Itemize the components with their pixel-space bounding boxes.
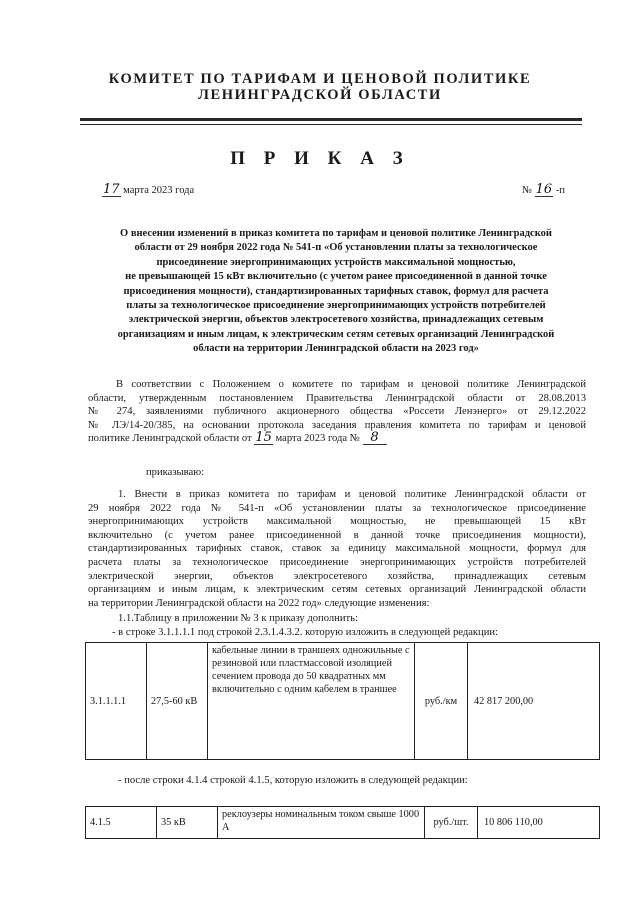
cell-unit: руб./км <box>415 643 468 760</box>
subject-line: области от 29 ноября 2022 года № 541-п «Об установлении платы за технологическое <box>134 242 538 254</box>
item1-line: энергопринимающих устройств максимальной мощностью, не превышающей 15 кВт <box>88 516 586 528</box>
cell-unit: руб./шт. <box>425 807 478 839</box>
item1-line: расчета платы за технологическое присоединение энергопринимающих устройств потребителей <box>88 556 586 568</box>
table-row-4-1-5 <box>85 806 600 839</box>
org-name-line2: ЛЕНИНГРАДСКОЙ ОБЛАСТИ <box>198 87 442 103</box>
header-rule-thick <box>80 118 582 121</box>
cell-description: реклоузеры номинальным током свыше 1000 А <box>218 807 425 839</box>
document-title: П Р И К А З <box>230 148 410 169</box>
decree-word: приказываю: <box>146 467 205 478</box>
cell-code: 4.1.5 <box>86 807 157 839</box>
subject-line: присоединения мощности), стандартизированных тарифных ставок, формул для расчета <box>123 285 549 297</box>
handwritten-day: 17 <box>103 182 120 197</box>
table-row <box>86 807 600 839</box>
item1-bullet1: - в строке 3.1.1.1.1 под строкой 2.3.1.4.3.2. которую изложить в следующей редакции: <box>112 627 499 638</box>
item1-line: 1. Внести в приказ комитета по тарифам и ценовой политике Ленинградской области от <box>118 489 586 500</box>
preamble-line: № 274, заявлениями публичного акционерного общества «Россети Ленэнерго» от 29.12.2022 <box>88 406 586 418</box>
preamble-last-text: политике Ленинградской области от <box>88 433 252 445</box>
cell-voltage: 27,5-60 кВ <box>147 643 208 760</box>
preamble-line: области, утвержденным постановлением Правительства Ленинградской области от 28.08.2013 <box>88 392 586 404</box>
preamble-line: № ЛЭ/14-20/385, на основании протокола заседания правления комитета по тарифам и ценовой <box>88 419 586 431</box>
org-name-line1: КОМИТЕТ ПО ТАРИФАМ И ЦЕНОВОЙ ПОЛИТИКЕ <box>108 71 532 87</box>
handwritten-order-number: 16 <box>535 182 553 197</box>
item1-bullet2: - после строки 4.1.4 строкой 4.1.5, которую изложить в следующей редакции: <box>118 775 468 786</box>
item1-line: включительно (с учетом ранее присоединенной в данной точке присоединения мощности), <box>88 529 586 541</box>
item1-line: стандартизированных тарифных ставок, ставок за единицу максимальной мощности, формул для <box>88 543 586 555</box>
header-rule-thin <box>80 124 582 125</box>
cell-value: 42 817 200,00 <box>468 643 600 760</box>
order-date <box>102 184 194 198</box>
subject-line: области на территории Ленинградской области на 2023 год» <box>193 343 479 355</box>
subject-line: организациям и иным лицам, к электрическим сетям сетевых организаций Ленинградской <box>117 328 555 340</box>
cell-code: 3.1.1.1.1 <box>86 643 147 760</box>
order-number <box>522 184 565 198</box>
cell-voltage: 35 кВ <box>157 807 218 839</box>
handwritten-protocol-number: 8 <box>363 432 387 445</box>
order-number-suffix: -п <box>555 185 565 196</box>
subject-line: О внесении изменений в приказ комитета по тарифам и ценовой политике Ленинградской <box>120 228 552 239</box>
item1-paragraph <box>88 488 586 610</box>
item1-line: электрической энергии, объектов электросетевого хозяйства, принадлежащих сетевым <box>88 570 586 582</box>
item1-sub1: 1.1.Таблицу в приложении № 3 к приказу дополнить: <box>118 613 358 624</box>
preamble-paragraph <box>88 378 586 446</box>
preamble-line: В соответствии с Положением о комитете по тарифам и ценовой политике Ленинградской <box>116 379 586 390</box>
order-subject <box>88 227 584 357</box>
subject-line: платы за технологическое присоединение энергопринимающих устройств потребителей <box>126 300 546 312</box>
table-row-3-1-1-1-1 <box>85 642 600 760</box>
preamble-last-line <box>88 432 586 446</box>
subject-line: электрической энергии, объектов электросетевого хозяйства, принадлежащих сетевым <box>128 314 544 326</box>
item1-line: 29 ноября 2022 года № 541-п «Об установлении платы за технологическое присоединение <box>88 502 586 514</box>
cell-value: 10 806 110,00 <box>478 807 600 839</box>
table-row <box>86 643 600 760</box>
subject-line: не превышающей 15 кВт включительно (с учетом ранее присоединенной в данной точке <box>125 271 547 283</box>
item1-line: организациям и иным лицам, к электрическим сетям сетевых организаций Ленинградской области <box>88 584 586 596</box>
cell-description: кабельные линии в траншеях одножильные с резиновой или пластмассовой изоляцией сечением провода до 50 квадратных мм включительно с одним кабелем в траншее <box>208 643 415 760</box>
order-date-text: марта 2023 года <box>123 185 195 196</box>
handwritten-meeting-day: 15 <box>255 430 272 446</box>
subject-line: присоединение энергопринимающих устройств максимальной мощностью, <box>156 256 516 268</box>
order-number-prefix: № <box>522 185 533 196</box>
preamble-last-middle: марта 2023 года № <box>275 433 360 445</box>
item1-line: на территории Ленинградской области на 2022 год» следующие изменения: <box>88 597 430 609</box>
